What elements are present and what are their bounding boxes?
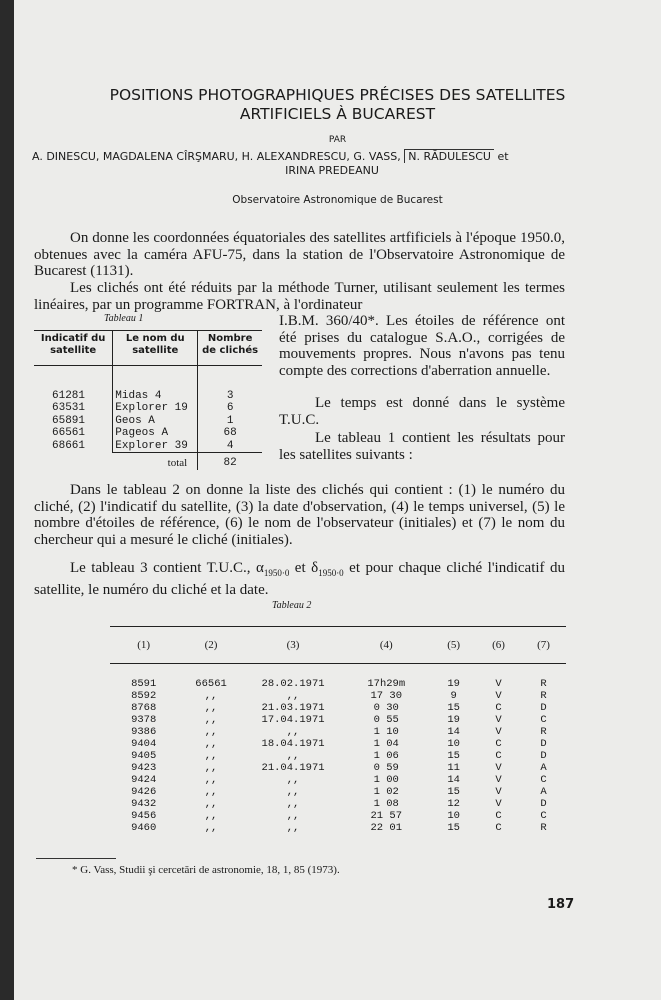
t1-header-3: Nombre de clichés <box>202 333 259 356</box>
t2-cell: 9423 <box>131 761 157 774</box>
t2-cell: R <box>540 689 547 702</box>
t2-cell: 0 30 <box>373 701 399 714</box>
t2-cell: 19 <box>447 713 460 726</box>
t2-cell: V <box>495 713 502 726</box>
paragraph-2-side: I.B.M. 360/40*. Les étoiles de référence ont été prises du catalogue S.A.O., corrigées de mouvements propres. Nous n'avons pas tenu compte des corrections d'aberration annuelle. <box>279 313 565 379</box>
t2-cell: ,, <box>204 821 218 834</box>
t2-cell: C <box>495 737 502 750</box>
t2-cell: ,, <box>286 797 300 810</box>
t2-cell: ,, <box>204 809 218 822</box>
t2-cell: V <box>495 677 502 690</box>
table-row <box>110 714 566 726</box>
t2-cell: 1 10 <box>373 725 399 738</box>
t2-cell: 9 <box>450 689 457 702</box>
t2-cell: 12 <box>447 797 460 810</box>
t2-cell: 9386 <box>131 725 157 738</box>
t2-cell: D <box>540 737 547 750</box>
t2-cell: ,, <box>286 785 300 798</box>
t2-cell: V <box>495 785 502 798</box>
t2-cell: ,, <box>204 761 218 774</box>
t2-cell: 14 <box>447 773 460 786</box>
t2-cell: R <box>540 677 547 690</box>
authors <box>32 150 652 178</box>
t2-header-3: (3) <box>286 639 300 651</box>
t2-cell: 9426 <box>131 785 157 798</box>
t2-cell: C <box>540 713 547 726</box>
paragraph-4: Le tableau 1 contient les résultats pour les satellites suivants : <box>279 430 565 463</box>
t2-cell: V <box>495 773 502 786</box>
t2-cell: ,, <box>286 821 300 834</box>
t1-cell: Geos A <box>113 415 198 428</box>
t2-cell: 15 <box>447 749 460 762</box>
authors-line-2: IRINA PREDEANU <box>285 164 379 177</box>
t2-cell: 0 59 <box>373 761 399 774</box>
t2-cell: 9456 <box>131 809 157 822</box>
t2-cell: A <box>540 785 547 798</box>
t1-cell: Explorer 39 <box>113 440 198 453</box>
t2-cell: D <box>540 749 547 762</box>
table-row <box>110 762 566 774</box>
t2-cell: 18.04.1971 <box>261 737 325 750</box>
t2-cell: 17 30 <box>370 689 402 702</box>
t2-cell: 22 01 <box>370 821 402 834</box>
t1-row <box>34 390 262 403</box>
t2-cell: 8591 <box>131 677 157 690</box>
table-row <box>110 786 566 798</box>
t2-cell: 21.04.1971 <box>261 761 325 774</box>
t2-header-1: (1) <box>137 639 151 651</box>
t2-cell: 17.04.1971 <box>261 713 325 726</box>
t2-cell: 1 04 <box>373 737 399 750</box>
t1-row <box>34 440 262 453</box>
t1-cell: 66561 <box>34 427 113 440</box>
t2-cell: 21.03.1971 <box>261 701 325 714</box>
p6-text-b: et δ <box>289 560 319 576</box>
t1-total-value: 82 <box>223 457 237 469</box>
paragraph-5: Dans le tableau 2 on donne la liste des clichés qui contient : (1) le numéro du cliché, (2) l'indicatif du satellite, (3) la date d'observation, (4) le temps universel, (5) le nombre d'étoiles de référence, (6) le nom de l'observateur (initiales) et (7) le nom du chercheur qui a mesuré le cliché (initiales). <box>34 482 565 548</box>
t1-row <box>34 427 262 440</box>
t2-cell: 9405 <box>131 749 157 762</box>
t2-cell: ,, <box>204 713 218 726</box>
t2-cell: 9378 <box>131 713 157 726</box>
t1-cell: 6 <box>226 402 234 414</box>
page-number: 187 <box>547 897 575 912</box>
t2-cell: ,, <box>286 773 300 786</box>
t1-total-row <box>34 453 262 470</box>
t2-cell: ,, <box>204 773 218 786</box>
t1-cell: 61281 <box>34 390 113 403</box>
t2-cell: R <box>540 821 547 834</box>
t2-cell: 66561 <box>195 677 227 690</box>
t2-cell: 19 <box>447 677 460 690</box>
t2-cell: 9432 <box>131 797 157 810</box>
t2-body <box>110 664 566 834</box>
title-line-1: POSITIONS PHOTOGRAPHIQUES PRÉCISES DES SATELLITES <box>109 86 566 104</box>
paragraph-3: Le temps est donné dans le système T.U.C. <box>279 395 565 428</box>
t2-cell: ,, <box>204 737 218 750</box>
t2-cell: D <box>540 701 547 714</box>
t2-cell: V <box>495 761 502 774</box>
t1-cell: 1 <box>226 414 234 427</box>
t2-cell: 28.02.1971 <box>261 677 325 690</box>
t1-cell: Pageos A <box>113 427 198 440</box>
t2-cell: ,, <box>286 689 300 702</box>
table-row <box>110 738 566 750</box>
t2-header-2: (2) <box>204 639 218 651</box>
t1-row <box>34 415 262 428</box>
t2-cell: C <box>540 809 547 822</box>
t1-cell: Explorer 19 <box>113 402 198 415</box>
t2-cell: ,, <box>204 725 218 738</box>
p6-text-a: Le tableau 3 contient T.U.C., α <box>70 560 264 576</box>
t1-cell: 63531 <box>34 402 113 415</box>
table-row <box>110 774 566 786</box>
t2-cell: 15 <box>447 701 460 714</box>
table-row <box>110 810 566 822</box>
authors-a: A. DINESCU, MAGDALENA CÎRŞMARU, H. ALEXANDRESCU, G. VASS, <box>32 150 401 163</box>
t2-cell: ,, <box>204 797 218 810</box>
t2-cell: ,, <box>204 749 218 762</box>
t1-cell: 4 <box>198 440 262 453</box>
t2-cell: 8592 <box>131 689 157 702</box>
t2-cell: ,, <box>286 749 300 762</box>
t1-row <box>34 402 262 415</box>
paragraph-1: On donne les coordonnées équatoriales des satellites artfificiels à l'époque 1950.0, obtenues avec la caméra AFU-75, dans la station de l'Observatoire Astronomique de Bucarest (1131). <box>34 230 565 280</box>
t1-header-1: Indicatif du satellite <box>34 331 113 366</box>
t2-cell: ,, <box>204 689 218 702</box>
t1-header-2: Le nom du satellite <box>113 331 198 366</box>
par-label: PAR <box>328 135 347 145</box>
table-row <box>110 690 566 702</box>
t2-cell: 21 57 <box>370 809 402 822</box>
t2-cell: 1 06 <box>373 749 399 762</box>
t2-cell: 1 08 <box>373 797 399 810</box>
t2-cell: V <box>495 797 502 810</box>
t1-cell: 65891 <box>34 415 113 428</box>
t1-cell: 68 <box>223 427 237 439</box>
t2-cell: V <box>495 725 502 738</box>
t2-cell: R <box>540 725 547 738</box>
t2-cell: C <box>495 701 502 714</box>
authors-line-1 <box>32 150 652 164</box>
table-row <box>110 726 566 738</box>
t2-cell: V <box>495 689 502 702</box>
table1-caption: Tableau 1 <box>104 313 144 324</box>
t2-cell: ,, <box>286 725 300 738</box>
t2-cell: 9404 <box>131 737 157 750</box>
t2-header-4: (4) <box>379 639 393 651</box>
t2-cell: C <box>495 809 502 822</box>
authors-b: N. RĂDULESCU <box>404 149 494 163</box>
table-row <box>110 798 566 810</box>
t2-cell: 15 <box>447 821 460 834</box>
table-2 <box>110 626 566 834</box>
paragraph-6 <box>34 560 565 598</box>
t2-cell: 17h29m <box>367 677 406 690</box>
t2-cell: C <box>495 821 502 834</box>
t2-cell: A <box>540 761 547 774</box>
table-row <box>110 822 566 834</box>
page <box>14 0 661 1000</box>
paragraph-2: Les clichés ont été réduits par la méthode Turner, utilisant seulement les termes linéaires, par un programme FORTRAN, à l'ordinateur <box>34 280 565 313</box>
authors-c: et <box>497 150 509 163</box>
t2-cell: 1 00 <box>373 773 399 786</box>
t2-cell: 9460 <box>131 821 157 834</box>
t2-cell: ,, <box>204 785 218 798</box>
t2-cell: 11 <box>447 761 460 774</box>
t2-header-7: (7) <box>537 639 550 651</box>
affiliation: Observatoire Astronomique de Bucarest <box>232 194 443 206</box>
table2-caption: Tableau 2 <box>272 600 312 611</box>
footnote-rule <box>36 858 116 859</box>
p6-sub-2: 1950·0 <box>318 568 344 578</box>
table-row <box>110 678 566 690</box>
p6-text-c: et pour chaque cliché l'indicatif du satellite, le numéro du cliché et la date. <box>34 560 566 598</box>
t2-header-5: (5) <box>447 639 461 651</box>
t2-cell: 0 55 <box>373 713 399 726</box>
t2-cell: ,, <box>286 809 300 822</box>
title-line-2: ARTIFICIELS À BUCAREST <box>239 105 436 123</box>
t2-cell: 1 02 <box>373 785 399 798</box>
t1-cell: 68661 <box>34 440 113 453</box>
t2-cell: 9424 <box>131 773 157 786</box>
t2-cell: D <box>540 797 547 810</box>
t1-total-label: total <box>113 453 198 470</box>
t2-cell: 15 <box>447 785 460 798</box>
t2-cell: C <box>540 773 547 786</box>
table-row <box>110 702 566 714</box>
table-1 <box>34 330 262 470</box>
t1-cell: Midas 4 <box>113 390 198 403</box>
t2-cell: 14 <box>447 725 460 738</box>
p6-sub-1: 1950·0 <box>263 568 290 578</box>
t2-cell: ,, <box>204 701 218 714</box>
t2-cell: 8768 <box>131 701 157 714</box>
t2-cell: 10 <box>447 737 460 750</box>
table-row <box>110 750 566 762</box>
t2-header-6: (6) <box>492 639 505 651</box>
t2-cell: C <box>495 749 502 762</box>
t1-cell: 3 <box>226 389 234 402</box>
t2-cell: 10 <box>447 809 460 822</box>
footnote: * G. Vass, Studii şi cercetări de astronomie, 18, 1, 85 (1973). <box>72 864 340 876</box>
